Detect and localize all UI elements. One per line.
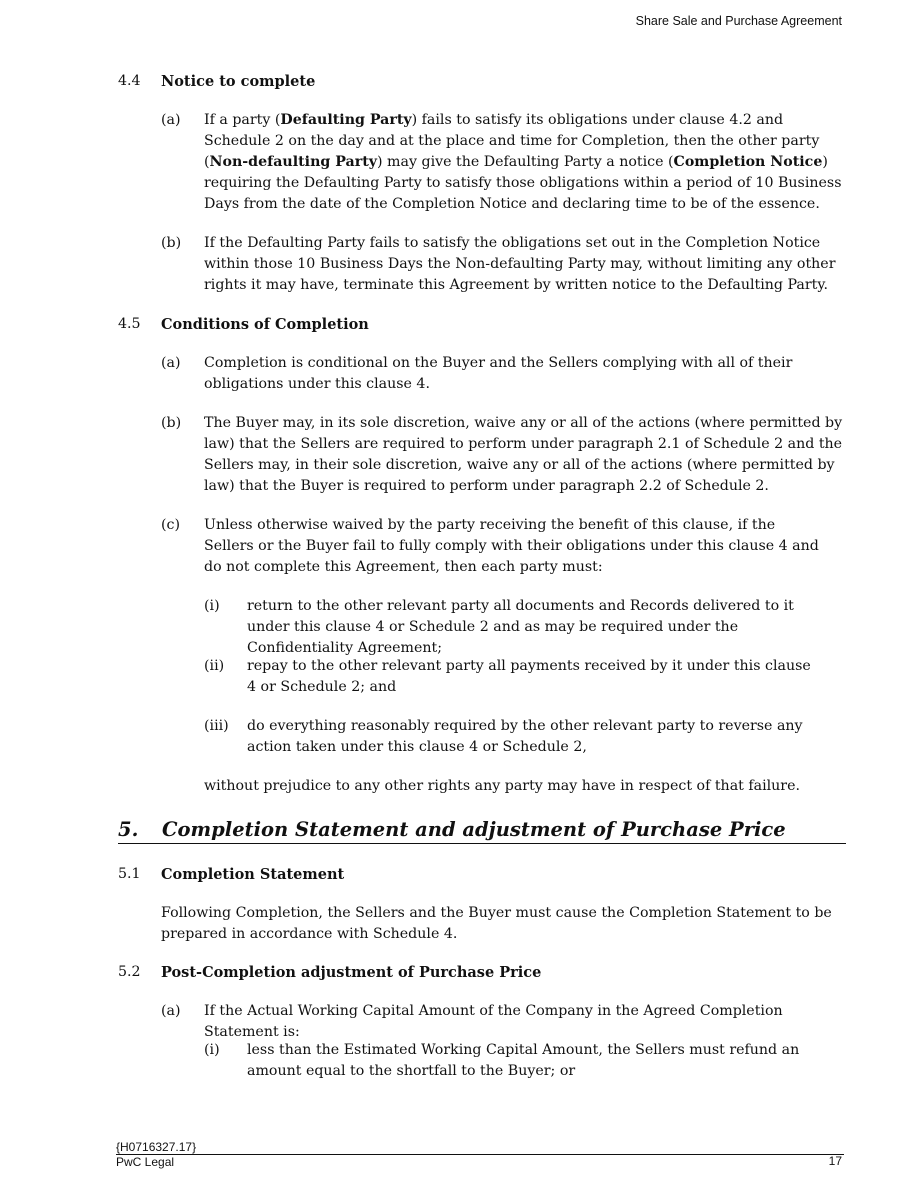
- page-number: 17: [828, 1154, 842, 1168]
- clause-number: 5.2: [118, 964, 141, 980]
- firm-name: PwC Legal: [116, 1155, 175, 1169]
- clause-title: Notice to complete: [161, 73, 316, 90]
- running-header: Share Sale and Purchase Agreement: [635, 14, 842, 28]
- subparagraph-label: (ii): [204, 658, 225, 674]
- subparagraph-label: (i): [204, 598, 220, 614]
- clause-number: 5.1: [118, 866, 141, 882]
- clause-title: Conditions of Completion: [161, 316, 369, 333]
- paragraph-label: (a): [161, 355, 181, 371]
- clause-title: Post-Completion adjustment of Purchase Price: [161, 964, 542, 981]
- clause-title: Completion Statement: [161, 866, 345, 883]
- clause-number: 4.4: [118, 73, 141, 89]
- clause-4-4-a-text: If a party (Defaulting Party) fails to satisfy its obligations under clause 4.2 and Schedule 2 on the day and at the place and time for Completion, then the other party (Non-defaulting Party) may give the Defaulting Party a notice (Completion Notice) requiring the Defaulting Party to satisfy those obligations within a period of 10 Business Days from the date of the Completion Notice and declaring time to be of the essence.: [204, 112, 842, 212]
- defined-term: Defaulting Party: [280, 112, 412, 128]
- clause-4-5-c-ii-text: repay to the other relevant party all payments received by it under this clause 4 or Schedule 2; and: [247, 658, 811, 695]
- clause-5-2-a-text: If the Actual Working Capital Amount of the Company in the Agreed Completion Statement is:: [204, 1003, 783, 1040]
- document-reference: {H0716327.17}: [116, 1140, 197, 1154]
- paragraph-label: (c): [161, 517, 181, 533]
- clause-number: 4.5: [118, 316, 141, 332]
- paragraph-label: (a): [161, 112, 181, 128]
- clause-5-1-text: Following Completion, the Sellers and the Buyer must cause the Completion Statement to be prepared in accordance with Schedule 4.: [161, 905, 832, 942]
- clause-4-5-a-text: Completion is conditional on the Buyer and the Sellers complying with all of their obligations under this clause 4.: [204, 355, 793, 392]
- clause-4-5-c-i-text: return to the other relevant party all documents and Records delivered to it under this clause 4 or Schedule 2 and as may be required under the Confidentiality Agreement;: [247, 598, 794, 656]
- section-title: Completion Statement and adjustment of Purchase Price: [162, 818, 786, 841]
- subparagraph-label: (i): [204, 1042, 220, 1058]
- clause-4-5-b-text: The Buyer may, in its sole discretion, waive any or all of the actions (where permitted by law) that the Sellers are required to perform under paragraph 2.1 of Schedule 2 and the Sellers may, in their sole discretion, waive any or all of the actions (where permitted by law) that the Buyer is required to perform under paragraph 2.2 of Schedule 2.: [204, 415, 843, 494]
- paragraph-label: (b): [161, 235, 182, 251]
- section-5-heading: [118, 818, 846, 844]
- clause-4-5-c-tail-text: without prejudice to any other rights any party may have in respect of that failure.: [204, 778, 800, 794]
- paragraph-label: (a): [161, 1003, 181, 1019]
- page-footer: [116, 1140, 844, 1169]
- defined-term: Completion Notice: [673, 154, 823, 170]
- clause-5-2-a-i-text: less than the Estimated Working Capital Amount, the Sellers must refund an amount equal to the shortfall to the Buyer; or: [247, 1042, 800, 1079]
- clause-4-5-c-text: Unless otherwise waived by the party receiving the benefit of this clause, if the Sellers or the Buyer fail to fully comply with their obligations under this clause 4 and do not complete this Agreement, then each party must:: [204, 517, 819, 575]
- subparagraph-label: (iii): [204, 718, 229, 734]
- defined-term: Non-defaulting Party: [209, 154, 377, 170]
- paragraph-label: (b): [161, 415, 182, 431]
- section-number: 5.: [118, 818, 139, 841]
- clause-4-5-c-iii-text: do everything reasonably required by the other relevant party to reverse any action taken under this clause 4 or Schedule 2,: [247, 718, 803, 755]
- clause-4-4-b-text: If the Defaulting Party fails to satisfy the obligations set out in the Completion Notice within those 10 Business Days the Non-defaulting Party may, without limiting any other rights it may have, terminate this Agreement by written notice to the Defaulting Party.: [204, 235, 836, 293]
